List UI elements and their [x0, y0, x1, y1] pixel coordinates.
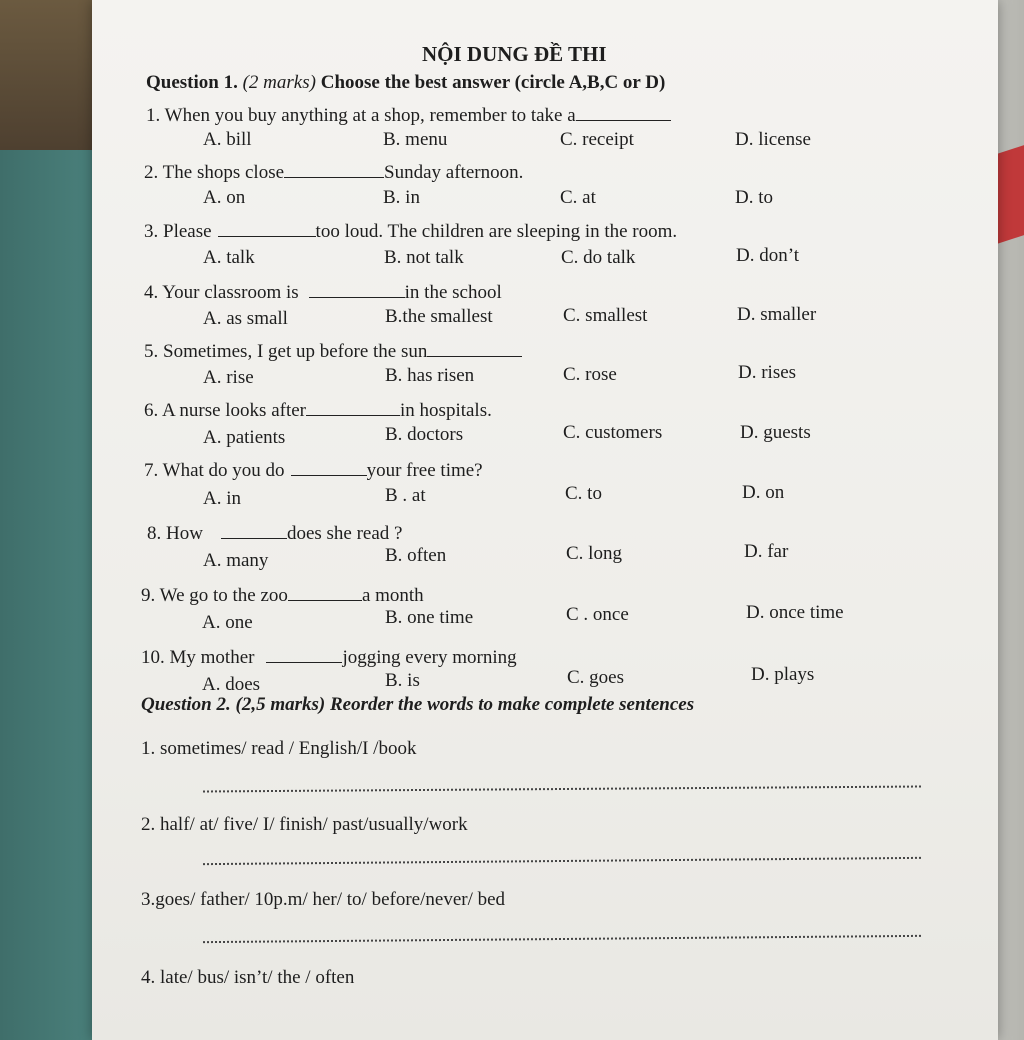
answer-blank [306, 396, 400, 416]
page-title: NỘI DUNG ĐỀ THI [422, 42, 607, 66]
q2-item-2: 2. half/ at/ five/ I/ finish/ past/usually/work [141, 814, 468, 835]
q1-item-7-before: 7. What do you do [144, 460, 285, 481]
q1-item-5-text: 5. Sometimes, I get up before the sun [144, 341, 428, 362]
option-d[interactable]: D. on [742, 482, 785, 503]
option-d[interactable]: D. license [735, 129, 811, 150]
q1-item-8-after: does she read ? [286, 523, 403, 544]
answer-blank [309, 278, 405, 298]
answer-blank [291, 456, 367, 476]
option-b[interactable]: B. not talk [384, 247, 464, 268]
option-b[interactable]: B. often [385, 545, 447, 566]
question2-heading: Question 2. (2,5 marks) Reorder the words to make complete sentences [141, 694, 695, 715]
option-a[interactable]: A. in [203, 488, 241, 509]
answer-blank [218, 217, 316, 237]
option-a[interactable]: A. bill [203, 129, 252, 150]
option-d[interactable]: D. don’t [736, 245, 799, 266]
option-a[interactable]: A. does [202, 674, 261, 695]
option-d[interactable]: D. to [735, 187, 773, 208]
option-c[interactable]: C. rose [563, 364, 617, 385]
option-c[interactable]: C. long [566, 543, 622, 564]
option-c[interactable]: C . once [566, 604, 629, 625]
q1-item-4 [144, 278, 502, 304]
background-stripe [994, 145, 1024, 245]
option-c[interactable]: C. smallest [563, 305, 648, 326]
q1-item-9-after: a month [361, 585, 424, 606]
answer-blank [266, 643, 342, 663]
option-d[interactable]: D. rises [738, 362, 797, 383]
option-c[interactable]: C. to [565, 483, 602, 504]
q1-item-4-before: 4. Your classroom is [144, 282, 299, 303]
q1-item-7-after: your free time? [366, 460, 483, 481]
option-b[interactable]: B. in [383, 187, 420, 208]
option-c[interactable]: C. receipt [560, 129, 634, 150]
q1-item-5 [144, 337, 522, 363]
answer-blank [427, 337, 522, 357]
q1-item-2-before: 2. The shops close [144, 162, 285, 183]
option-c[interactable]: C. goes [567, 667, 624, 688]
question1-heading [146, 72, 665, 94]
q1-item-10 [141, 643, 517, 669]
q1-item-2 [144, 158, 523, 184]
option-d[interactable]: D. plays [751, 664, 815, 685]
q1-item-1 [146, 101, 671, 127]
answer-blank [221, 519, 287, 539]
option-d[interactable]: D. guests [740, 422, 811, 443]
q2-item-1: 1. sometimes/ read / English/I /book [141, 738, 417, 759]
option-a[interactable]: A. talk [203, 247, 255, 268]
q2-item-4: 4. late/ bus/ isn’t/ the / often [141, 967, 355, 988]
option-a[interactable]: A. patients [203, 427, 286, 448]
q1-item-6 [144, 396, 492, 422]
q1-item-3-before: 3. Please [144, 221, 212, 242]
question1-instruction: Choose the best answer (circle A,B,C or D) [320, 72, 666, 93]
q1-item-9-before: 9. We go to the zoo [141, 585, 288, 606]
q1-item-7 [144, 456, 483, 482]
option-b[interactable]: B. has risen [385, 365, 475, 386]
answer-blank [284, 158, 384, 178]
q1-item-8-before: 8. How [147, 523, 203, 544]
q1-item-1-text: 1. When you buy anything at a shop, remember to take a [146, 105, 576, 126]
option-c[interactable]: C. customers [563, 422, 663, 443]
option-b[interactable]: B. doctors [385, 424, 464, 445]
option-b[interactable]: B. menu [383, 129, 448, 150]
option-b[interactable]: B. one time [385, 607, 474, 628]
option-a[interactable]: A. rise [203, 367, 254, 388]
answer-blank [288, 581, 362, 601]
option-d[interactable]: D. far [744, 541, 789, 562]
q1-item-6-after: in hospitals. [400, 400, 492, 421]
q1-item-3-after: too loud. The children are sleeping in the room. [315, 221, 678, 242]
option-a[interactable]: A. one [202, 612, 253, 633]
option-b[interactable]: B. is [385, 670, 420, 691]
option-a[interactable]: A. many [203, 550, 269, 571]
q2-item-3: 3.goes/ father/ 10p.m/ her/ to/ before/never/ bed [141, 889, 506, 910]
q1-item-9 [141, 581, 424, 607]
option-d[interactable]: D. once time [746, 602, 844, 623]
question1-label: Question 1. [146, 72, 238, 93]
question1-marks: (2 marks) [242, 72, 316, 93]
option-d[interactable]: D. smaller [737, 304, 817, 325]
q1-item-10-after: jogging every morning [342, 647, 517, 668]
option-a[interactable]: A. on [203, 187, 246, 208]
option-b[interactable]: B . at [385, 485, 426, 506]
option-b[interactable]: B.the smallest [385, 306, 493, 327]
q1-item-4-after: in the school [404, 282, 502, 303]
q1-item-6-before: 6. A nurse looks after [144, 400, 307, 421]
option-a[interactable]: A. as small [203, 308, 288, 329]
option-c[interactable]: C. at [560, 187, 596, 208]
q1-item-2-after: Sunday afternoon. [384, 162, 524, 183]
answer-blank [576, 101, 671, 121]
q1-item-8 [147, 519, 402, 545]
q1-item-3 [144, 217, 677, 243]
q1-item-10-before: 10. My mother [141, 647, 255, 668]
option-c[interactable]: C. do talk [561, 247, 636, 268]
